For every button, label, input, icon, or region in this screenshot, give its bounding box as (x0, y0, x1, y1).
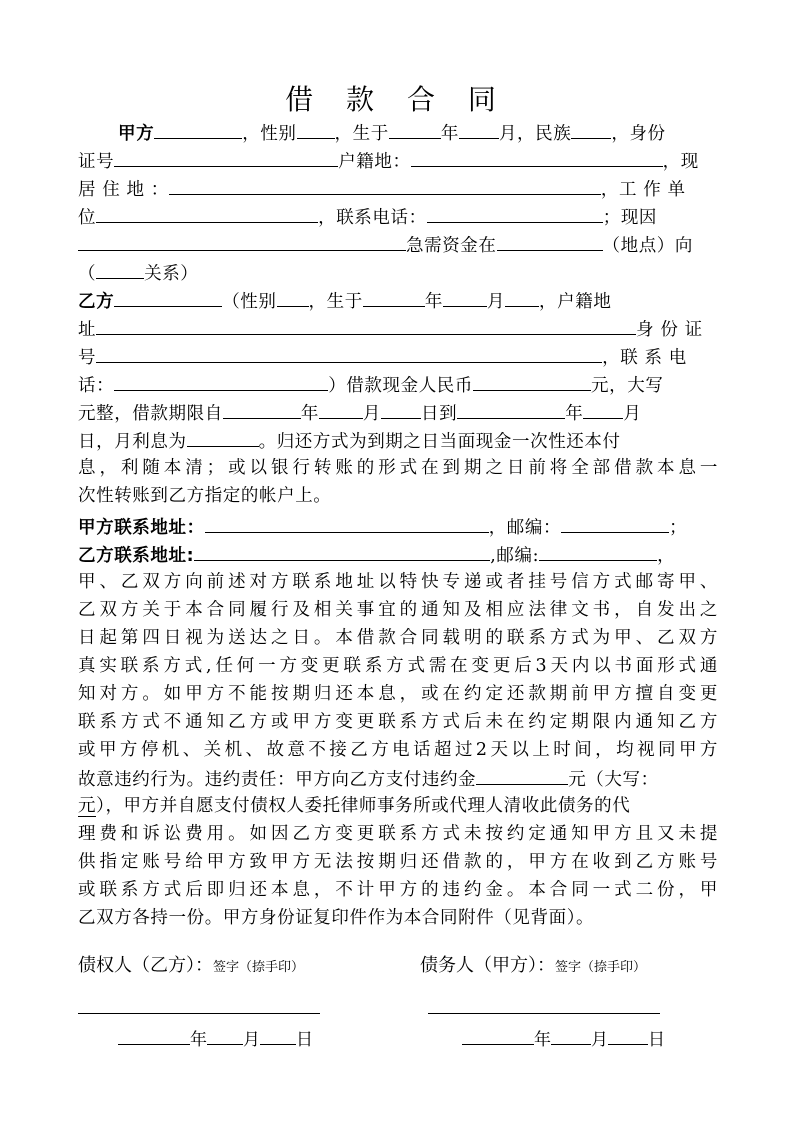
party-b-contact-line: 乙方联系地址: ,邮编: ， (78, 540, 718, 568)
body-line-2: 乙双方关于本合同履行及相关事宜的通知及相应法律文书，自发出之 (78, 600, 718, 620)
terms-line-2: 息，利随本清；或以银行转账的形式在到期之日前将全部借款本息一 (78, 458, 718, 478)
party-b-line-6: 日，月利息为 。归还方式为到期之日当面现金一次性还本付 (78, 426, 718, 454)
party-b-line-4: 话： ）借款现金人民币 元，大写 (78, 370, 718, 398)
party-a-line-1: 甲方 ，性别 ，生于 年 月，民族 ，身份 (78, 118, 718, 146)
body-line-4: 真实联系方式,任何一方变更联系方式需在变更后3天内以书面形式通 (78, 656, 718, 676)
party-b-line-1: 乙方 （性别 ，生于 年 月 ，户籍地 (78, 286, 718, 314)
creditor-signature-line[interactable] (78, 1013, 320, 1014)
body-line-7: 或甲方停机、关机、故意不接乙方电话超过2天以上时间，均视同甲方 (78, 740, 718, 760)
penalty-line-2: 元），甲方并自愿支付债权人委托律师事务所或代理人清收此债务的代 (78, 796, 631, 816)
party-a-contact-line: 甲方联系地址： ，邮编： ； (78, 512, 718, 540)
party-a-line-3: 居 住 地 ： ，工 作 单 (78, 174, 718, 202)
party-a-line-2: 证号 户籍地： ，现 (78, 146, 718, 174)
party-a-label: 甲方 (118, 124, 155, 144)
creditor-sign-note: 签字（捺手印） (213, 960, 305, 975)
penalty-line: 故意违约行为。违约责任：甲方向乙方支付违约金 元（大写： (78, 764, 718, 792)
party-b-line-3: 号 ，联 系 电 (78, 342, 718, 370)
document-title: 借 款 合 同 (285, 83, 508, 116)
party-a-line-5: 急需资金在 （地点）向 (78, 230, 718, 258)
body-line-6: 联系方式不通知乙方或甲方变更联系方式后未在约定期限内通知乙方 (78, 712, 718, 732)
party-a-line-6: （ 关系） (78, 258, 718, 286)
body-line-3: 日起第四日视为送达之日。本借款合同载明的联系方式为甲、乙双方 (78, 628, 718, 648)
tail-line-2: 供指定账号给甲方致甲方无法按期归还借款的，甲方在收到乙方账号 (78, 852, 718, 872)
body-line-1: 甲、乙双方向前述对方联系地址以特快专递或者挂号信方式邮寄甲、 (78, 572, 718, 592)
terms-line-3: 次性转账到乙方指定的帐户上。 (78, 486, 332, 506)
debtor-sign-note: 签字（捺手印） (555, 960, 647, 975)
body-line-5: 知对方。如甲方不能按期归还本息，或在约定还款期前甲方擅自变更 (78, 684, 718, 704)
tail-line-4: 乙双方各持一份。甲方身份证复印件作为本合同附件（见背面）。 (78, 908, 595, 928)
tail-line-1: 理费和诉讼费用。如因乙方变更联系方式未按约定通知甲方且又未提 (78, 824, 718, 844)
debtor-date: 年 月 日 (462, 1024, 665, 1050)
party-b-line-5: 元整，借款期限自 年 月 日到 年 月 (78, 398, 718, 426)
party-a-line-4: 位 ，联系电话： ；现因 (78, 202, 718, 230)
creditor-date: 年 月 日 (118, 1024, 313, 1050)
party-b-label: 乙方 (78, 292, 115, 312)
tail-line-3: 或联系方式后即归还本息，不计甲方的违约金。本合同一式二份，甲 (78, 880, 718, 900)
debtor-signature-label: 债务人（甲方）：签字（捺手印） (420, 955, 647, 976)
creditor-signature-label: 债权人（乙方）：签字（捺手印） (78, 955, 305, 976)
party-b-line-2: 址 身 份 证 (78, 314, 718, 342)
debtor-signature-line[interactable] (428, 1013, 660, 1014)
